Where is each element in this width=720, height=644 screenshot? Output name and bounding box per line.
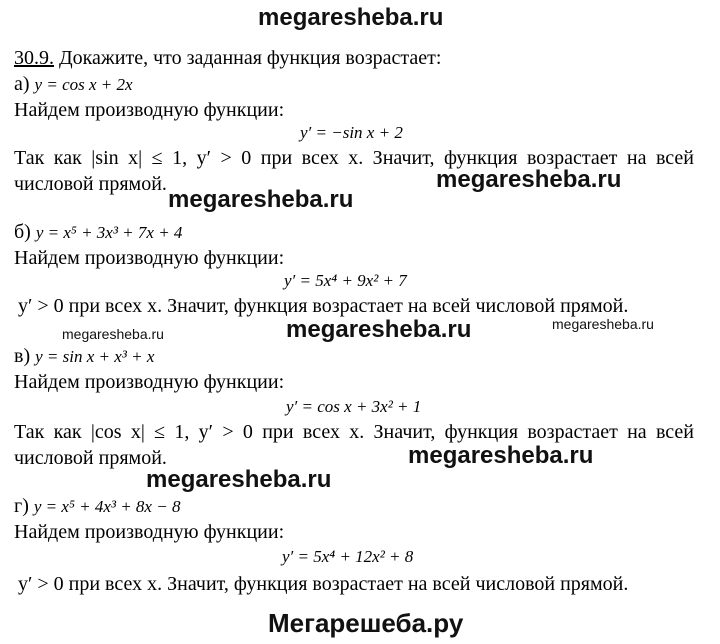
watermark-3b: megaresheba.ru xyxy=(408,442,594,469)
part-d-header xyxy=(14,494,180,518)
part-a-header xyxy=(14,72,133,96)
part-c-conclusion-line1: Так как |cos x| ≤ 1, y′ > 0 при всех х. Значит, функция возрастает на всей xyxy=(14,421,694,443)
part-d-intro: Найдем производную функции: xyxy=(14,521,285,543)
watermark-3a: megaresheba.ru xyxy=(146,466,332,493)
watermark-2: megaresheba.ru xyxy=(286,316,472,343)
part-a-conclusion-line2: числовой прямой. xyxy=(14,173,167,195)
part-b-label: б) xyxy=(14,221,31,243)
watermark-2-small-right: megaresheba.ru xyxy=(552,316,654,332)
part-a-intro: Найдем производную функции: xyxy=(14,99,285,121)
part-d-conclusion: y′ > 0 при всех х. Значит, функция возрастает на всей числовой прямой. xyxy=(18,573,629,595)
watermark-1b: megaresheba.ru xyxy=(436,166,622,193)
part-a-derivative: y′ = −sin x + 2 xyxy=(300,123,403,142)
part-b-function: y = x⁵ + 3x³ + 7x + 4 xyxy=(35,223,183,242)
part-c-derivative: y′ = cos x + 3x² + 1 xyxy=(286,397,422,416)
problem-number: 30.9. xyxy=(14,47,54,69)
part-c-conclusion-line2: числовой прямой. xyxy=(14,447,167,469)
watermark-1: megaresheba.ru xyxy=(168,186,354,213)
part-a-conclusion-line1: Так как |sin x| ≤ 1, y′ > 0 при всех х. Значит, функция возрастает на всей xyxy=(14,147,694,169)
part-b-header xyxy=(14,220,182,244)
part-a-label: а) xyxy=(14,73,30,95)
part-c-label: в) xyxy=(14,345,31,367)
part-c-header xyxy=(14,344,154,368)
part-b-conclusion: y′ > 0 при всех х. Значит, функция возрастает на всей числовой прямой. xyxy=(18,295,629,317)
problem-statement: Докажите, что заданная функция возрастает: xyxy=(54,47,442,69)
part-a-function: y = cos x + 2x xyxy=(34,75,133,94)
watermark-top: megaresheba.ru xyxy=(258,4,444,31)
watermark-2-small: megaresheba.ru xyxy=(62,326,164,342)
part-d-derivative: y′ = 5x⁴ + 12x² + 8 xyxy=(282,547,414,566)
part-b-derivative: y′ = 5x⁴ + 9x² + 7 xyxy=(284,271,407,290)
part-c-function: y = sin x + x³ + x xyxy=(35,347,155,366)
problem-header xyxy=(14,46,441,70)
part-d-label: г) xyxy=(14,495,29,517)
part-b-intro: Найдем производную функции: xyxy=(14,247,285,269)
watermark-bottom: Мегарешеба.ру xyxy=(268,608,464,638)
part-c-intro: Найдем производную функции: xyxy=(14,371,285,393)
part-d-function: y = x⁵ + 4x³ + 8x − 8 xyxy=(33,497,181,516)
